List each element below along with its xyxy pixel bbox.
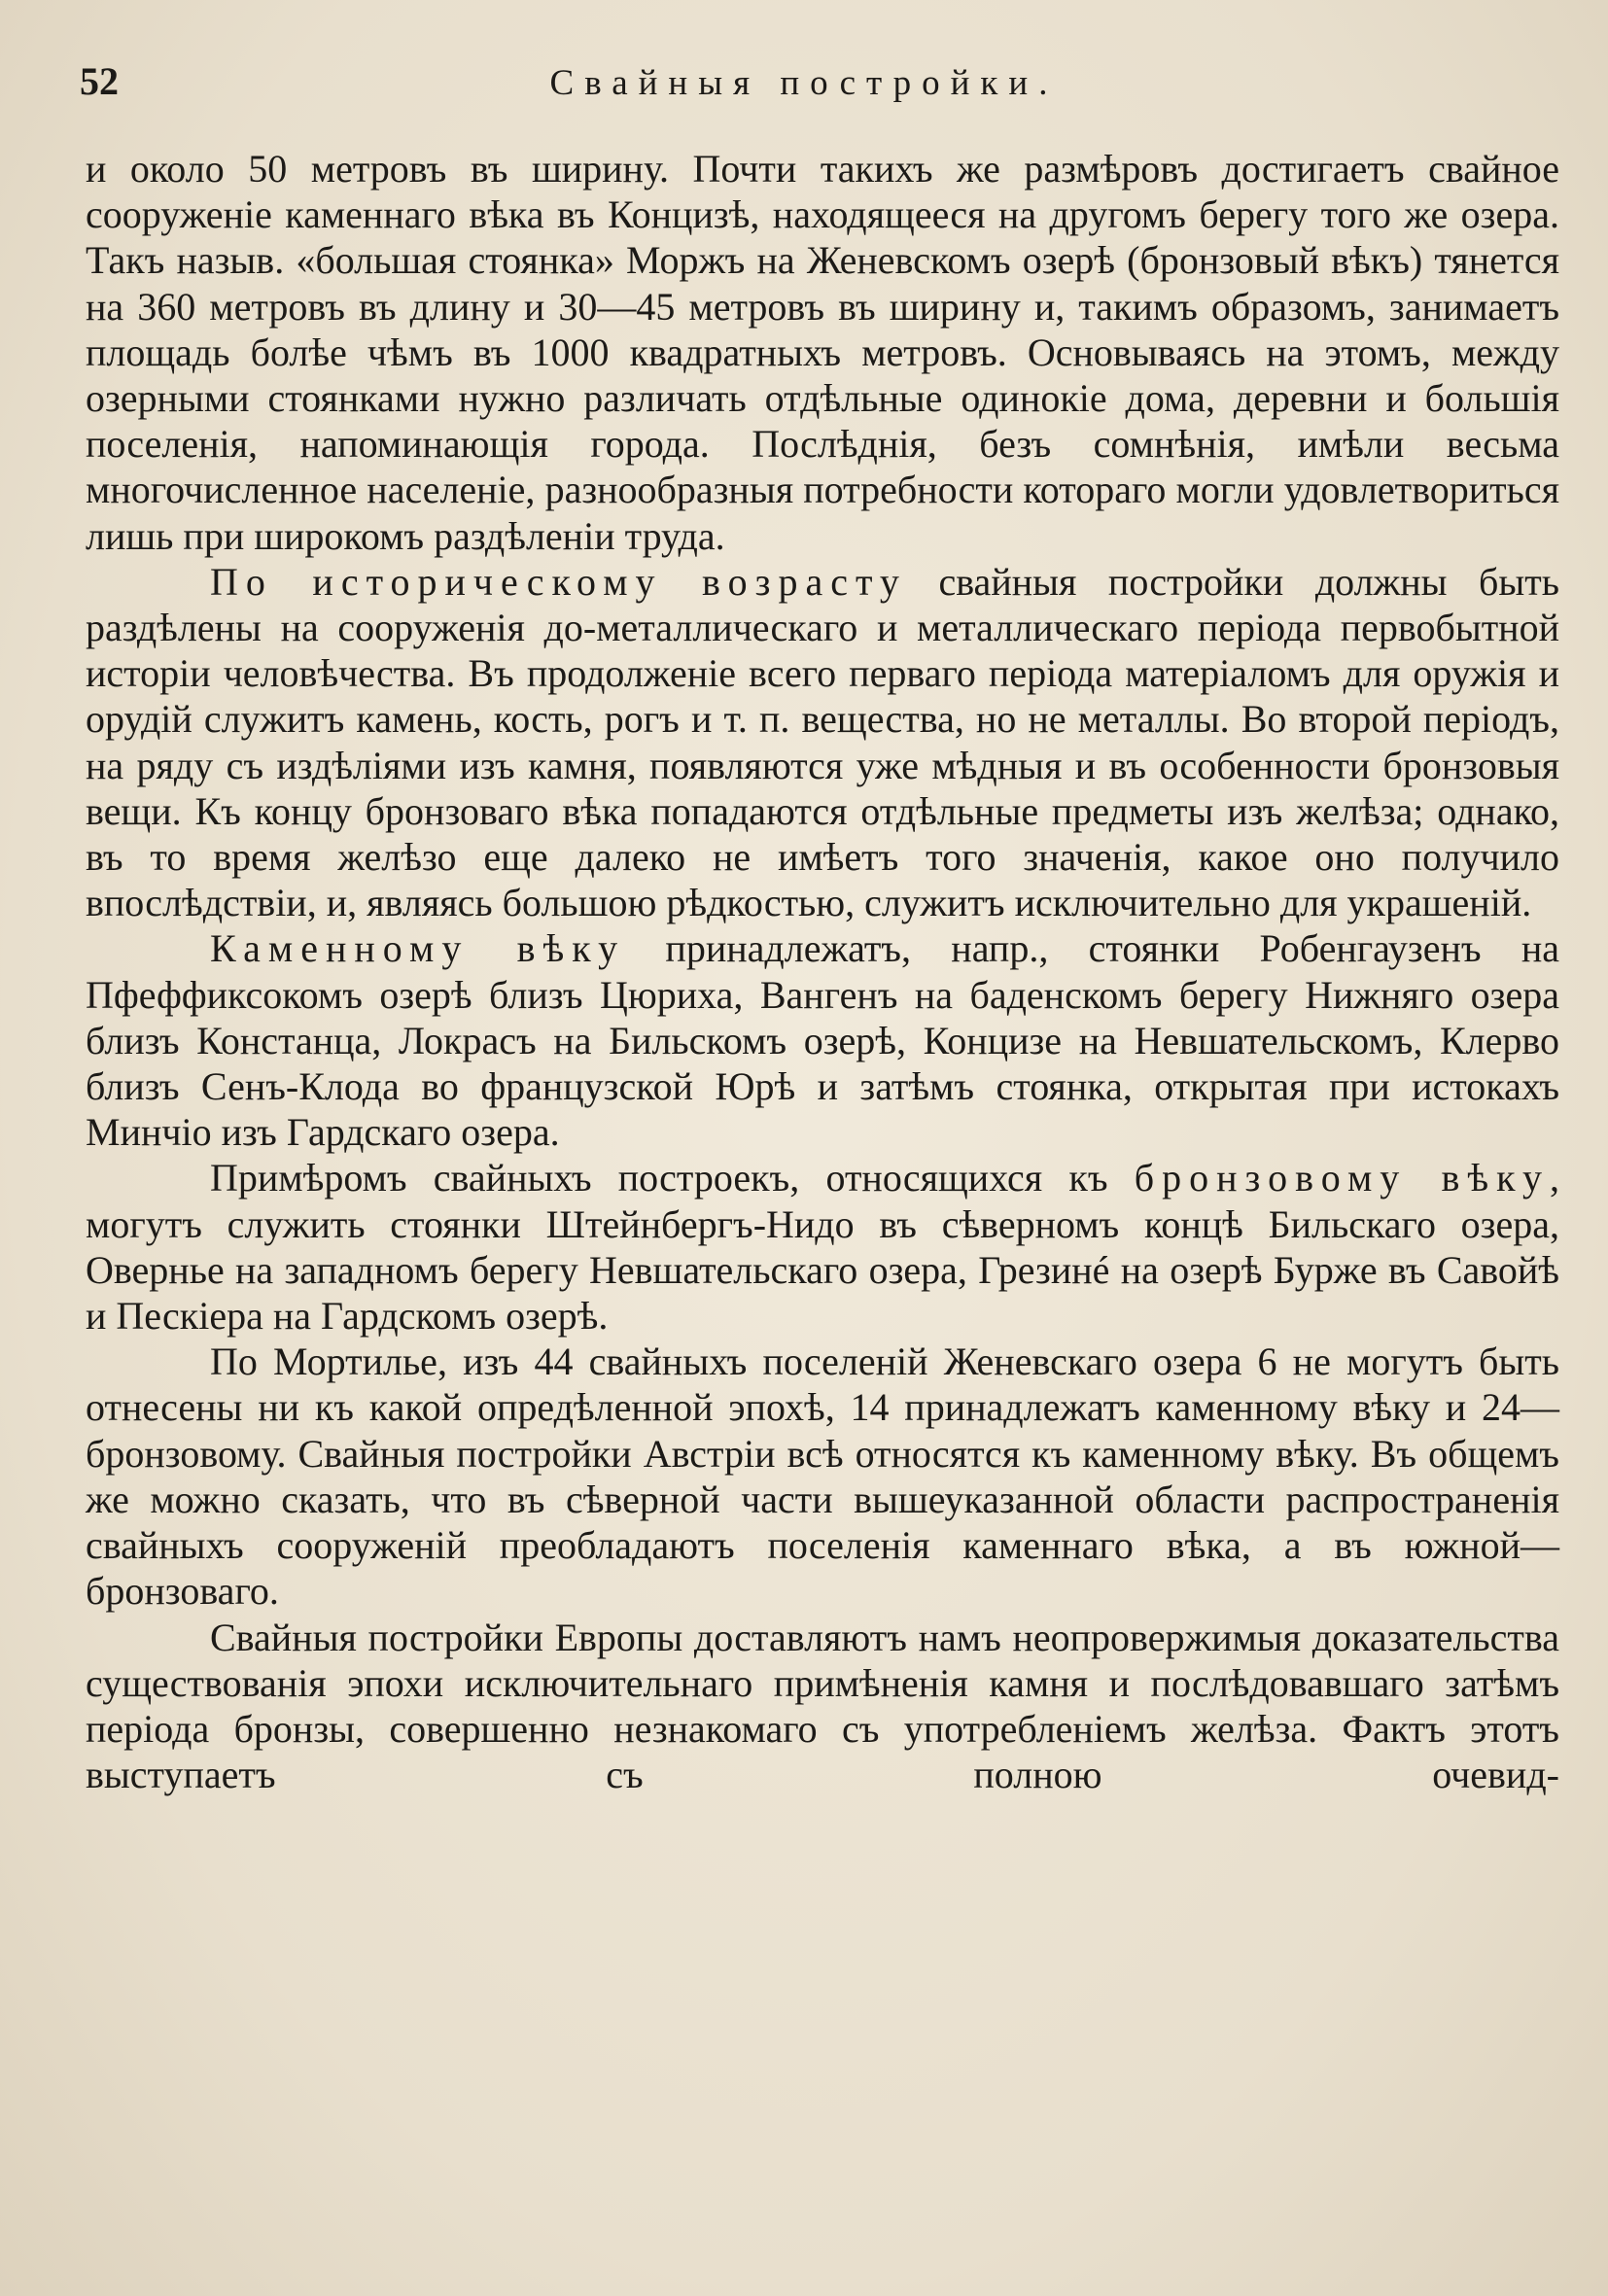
running-title: Свайныя постройки.	[549, 63, 1059, 103]
page-header	[80, 58, 1528, 126]
paragraph-1	[86, 146, 1559, 559]
paragraph-text: принадлежатъ, напр., стоянки Робенгаузенъ на Пфеффиксокомъ озерѣ близъ Цюриха, Вангенъ на баденскомъ берегу Нижняго озера близъ Констанца, Локрасъ на Бильскомъ озерѣ, Концизе на Невшательскомъ, Клерво близъ Сенъ-Клода во французской Юрѣ и затѣмъ стоянка, открытая при истокахъ Минчіо изъ Гардскаго озера.	[86, 926, 1560, 1155]
paragraph-6	[86, 1615, 1559, 1798]
paragraph-text: По Мортилье, изъ 44 свайныхъ поселеній Женевскаго озера 6 не могутъ быть отнесены ни къ какой опредѣленной эпохѣ, 14 принадлежатъ каменному вѣку и 24—бронзовому. Свайныя постройки Австріи всѣ относятся къ каменному вѣку. Въ общемъ же можно сказать, что въ сѣверной части вышеуказанной области распространенія свайныхъ сооруженій преобладаютъ поселенія каменнаго вѣка, а въ южной—бронзоваго.	[86, 1339, 1559, 1614]
paragraph-text: Свайныя постройки Европы доставляютъ намъ неопровержимыя доказательства существованія эпохи исключительнаго примѣненія камня и послѣдовавшаго затѣмъ періода бронзы, совершенно незнакомаго съ употребленіемъ желѣза. Фактъ этотъ выступаетъ съ полною очевид-	[86, 1615, 1559, 1797]
paragraph-text: , могутъ служить стоянки Штейнбергъ-Нидо въ сѣверномъ концѣ Бильскаго озера, Овернье на западномъ берегу Невшательскаго озера, Грезинé на озерѣ Бурже въ Савойѣ и Пескіера на Гардскомъ озерѣ.	[86, 1156, 1559, 1339]
paragraph-4	[86, 1155, 1559, 1339]
paragraph-text: и около 50 метровъ въ ширину. Почти такихъ же размѣровъ достигаетъ свайное сооруженіе каменнаго вѣка въ Концизѣ, находящееся на другомъ берегу того же озера. Такъ назыв. «большая стоянка» Моржъ на Женевскомъ озерѣ (бронзовый вѣкъ) тянется на 360 метровъ въ длину и 30—45 метровъ въ ширину и, такимъ образомъ, занимаетъ площадь болѣе чѣмъ въ 1000 квадратныхъ метровъ. Основываясь на этомъ, между озерными стоянками нужно различать отдѣльные одинокіе дома, деревни и большія поселенія, напоминающія города. Послѣднія, безъ сомнѣнія, имѣли весьма многочисленное населеніе, разнообразныя потребности котораго могли удовлетвориться лишь при широкомъ раздѣленіи труда.	[86, 147, 1559, 558]
paragraph-lead: Каменному вѣку	[210, 926, 626, 971]
paragraph-lead: бронзовому вѣку	[1134, 1156, 1550, 1200]
paragraph-text: свайныя постройки должны быть раздѣлены на сооруженія до-металлическаго и металлическаго періода первобытной исторіи человѣчества. Въ продолженіе всего перваго періода матеріаломъ для оружія и орудій служитъ камень, кость, рогъ и т. п. вещества, но не металлы. Во второй періодъ, на ряду съ издѣліями изъ камня, появляются уже мѣдныя и въ особенности бронзовыя вещи. Къ концу бронзоваго вѣка попадаются отдѣльные предметы изъ желѣза; однако, въ то время желѣзо еще далеко не имѣетъ того значенія, какое оно получило впослѣдствіи, и, являясь большою рѣдкостью, служитъ исключительно для украшеній.	[86, 559, 1560, 925]
page-number: 52	[80, 59, 119, 103]
paragraph-3	[86, 925, 1559, 1155]
paragraph-2	[86, 559, 1559, 926]
paragraph-pre: Примѣромъ свайныхъ построекъ, относящихся къ	[210, 1156, 1135, 1200]
paragraph-5	[86, 1339, 1559, 1614]
body-text	[86, 146, 1559, 1797]
paragraph-lead: По историческому возрасту	[210, 559, 907, 604]
